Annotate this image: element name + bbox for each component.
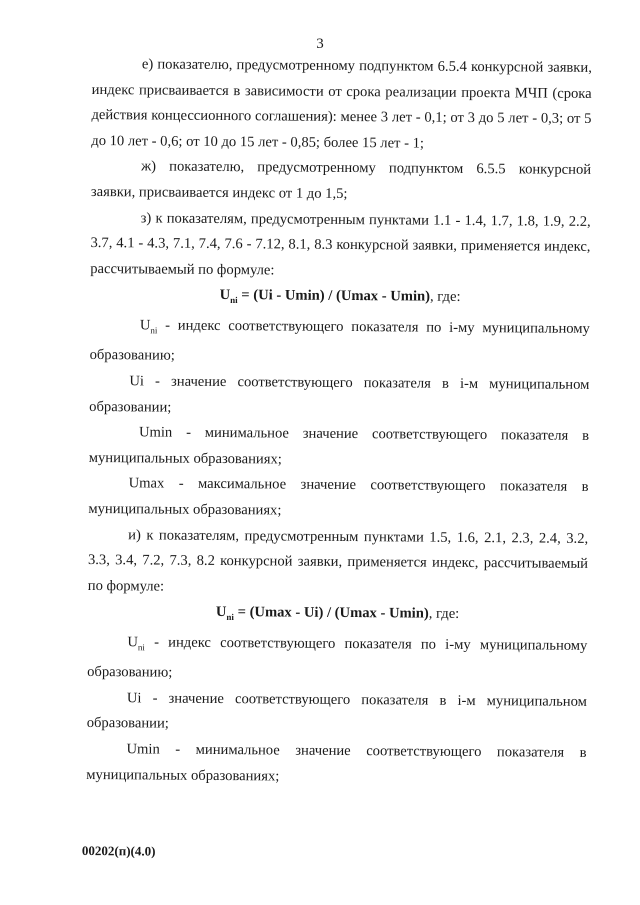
formula-subscript: ni (230, 295, 238, 306)
formula-inverse (87, 599, 587, 633)
paragraph-zh: ж) показателю, предусмотренному подпунктом 6.5.5 конкурсной заявки, присваивается индекс от 1 до 1,5; (90, 158, 592, 202)
formula-lhs: U (219, 287, 231, 304)
paragraph-z: з) к показателям, предусмотренным пунктами 1.1 - 1.4, 1.7, 1.8, 1.9, 2.2, 3.7, 4.1 - 4.3, 7.1, 7.4, 7.6 - 7.12, 8.1, 8.3 конкурсной заявки, применяется индекс, рассчитываемый по формуле: (90, 209, 591, 279)
document-code: 00202(п)(4.0) (81, 843, 156, 859)
definition-uni-symbol: U (127, 634, 138, 651)
definition-umax: Umax - максимальное значение соответствующего показателя в муниципальных образованиях; (88, 475, 589, 519)
definition-uni-symbol: U (139, 317, 151, 334)
page-number: 3 (316, 36, 324, 52)
definition-umin: Umin - минимальное значение соответствующего показателя в муниципальных образованиях; (86, 741, 587, 785)
paragraph-e: е) показателю, предусмотренному подпунктом 6.5.4 конкурсной заявки, индекс присваивается в зависимости от срока реализации проекта МЧП (срока действия концессионного соглашения): менее 3 лет - 0,1; от 3 до 5 лет - 0,3; от 5 до 10 лет - 0,6; от 10 до 15 лет - 0,85; более 15 лет - 1; (91, 56, 592, 152)
definition-uni-subscript: ni (137, 642, 145, 653)
formula-tail: , где: (428, 605, 460, 623)
definition-uni-subscript: ni (150, 325, 158, 336)
definition-uni-text: - индекс соответствующего показателя по i-му муниципальному образованию; (89, 317, 590, 365)
definition-umin: Umin - минимальное значение соответствующего показателя в муниципальных образованиях; (88, 424, 590, 468)
definition-uni (90, 313, 590, 373)
formula-subscript: ni (226, 612, 234, 623)
formula-lhs: U (215, 604, 227, 621)
definition-ui: Ui - значение соответствующего показателя в i-м муниципальном образовании; (89, 373, 590, 416)
formula-direct (90, 282, 590, 316)
definition-ui: Ui - значение соответствующего показателя в i-м муниципальном образовании; (86, 690, 587, 733)
paragraph-i: и) к показателям, предусмотренным пунктами 1.5, 1.6, 2.1, 2.3, 2.4, 3.2, 3.3, 3.4, 7.2, 7.3, 8.2 конкурсной заявки, применяется индекс, рассчитываемый по формуле: (87, 526, 589, 595)
formula-rhs: = (Ui - Umin) / (Umax - Umin) (237, 287, 431, 306)
document-body (86, 52, 592, 792)
formula-tail: , где: (429, 289, 461, 306)
formula-rhs: = (Umax - Ui) / (Umax - Umin) (233, 604, 429, 622)
definition-uni (87, 630, 587, 690)
definition-uni-text: - индекс соответствующего показателя по i-му муниципальному образованию; (87, 634, 588, 681)
